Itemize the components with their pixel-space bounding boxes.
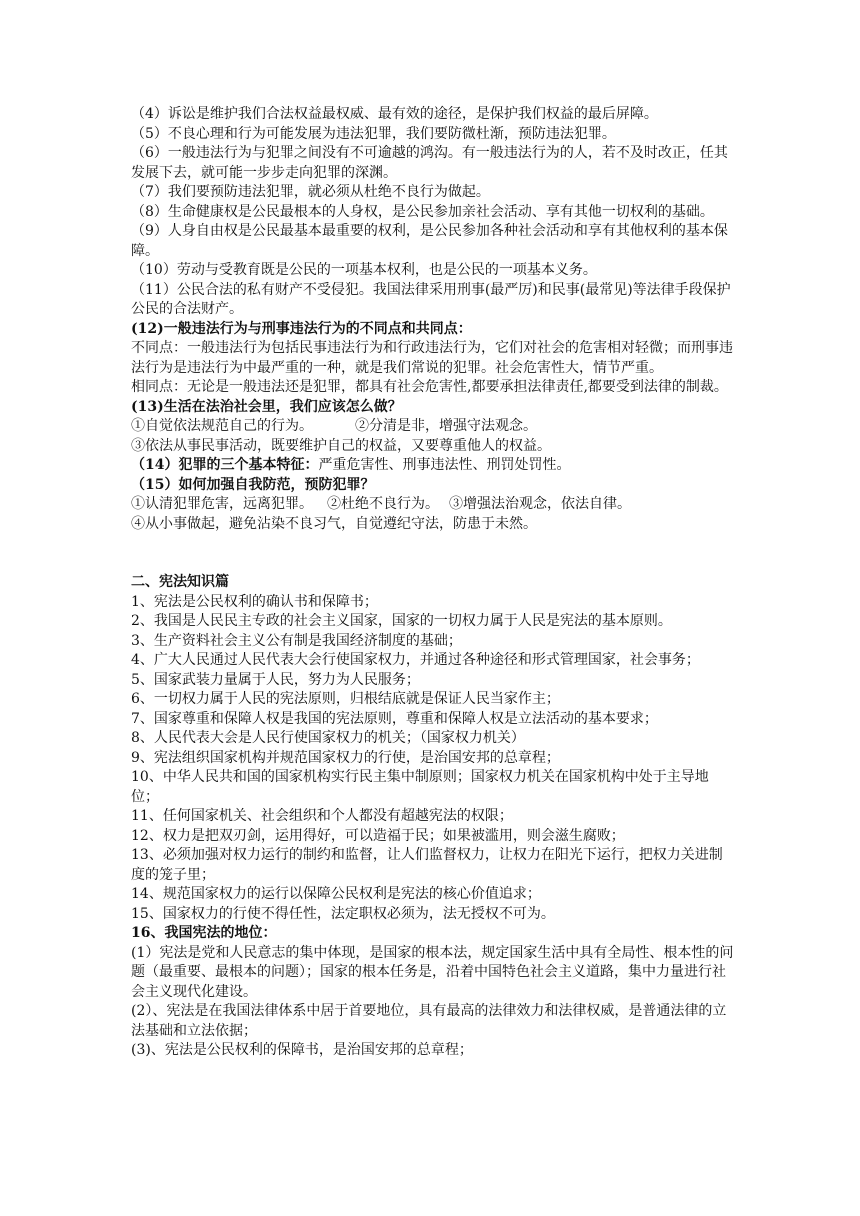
- item-4: （4）诉讼是维护我们合法权益最权威、最有效的途径，是保护我们权益的最后屏障。: [131, 106, 658, 122]
- const-item-15: 15、国家权力的行使不得任性，法定职权必须为，法无授权不可为。: [131, 905, 555, 922]
- const-item-16-point-3: (3)、宪法是公民权利的保障书，是治国安邦的总章程；: [131, 1042, 473, 1058]
- document-body: [131, 105, 734, 1061]
- const-item-3: 3、生产资料社会主义公有制是我国经济制度的基础；: [131, 632, 462, 649]
- section-heading: 二、宪法知识篇: [131, 574, 229, 590]
- item-12-title: (12)一般违法行为与刑事违法行为的不同点和共同点：: [131, 320, 472, 337]
- item-6: （6）一般违法行为与犯罪之间没有不可逾越的鸿沟。有一般违法行为的人，若不及时改正，任其发展下去，就可能一步步走向犯罪的深渊。: [131, 145, 728, 181]
- item-9: （9）人身自由权是公民最基本最重要的权利，是公民参加各种社会活动和享有其他权利的基本保障。: [131, 223, 728, 259]
- item-15-answer-2: ②杜绝不良行为。: [327, 496, 439, 512]
- item-10: （10）劳动与受教育既是公民的一项基本权利，也是公民的一项基本义务。: [131, 262, 597, 278]
- item-11: （11）公民合法的私有财产不受侵犯。我国法律采用刑事(最严厉)和民事(最常见)等法律手段保护公民的合法财产。: [131, 281, 731, 317]
- item-13-answer-3: ③依法从事民事活动，既要维护自己的权益，又要尊重他人的权益。: [131, 437, 551, 454]
- const-item-16-title: 16、我国宪法的地位：: [131, 925, 277, 941]
- const-item-9: 9、宪法组织国家机构并规范国家权力的行使，是治国安邦的总章程；: [131, 749, 560, 766]
- item-14-title: （14）犯罪的三个基本特征：: [131, 457, 319, 473]
- const-item-1: 1、宪法是公民权利的确认书和保障书；: [131, 593, 378, 610]
- const-item-6: 6、一切权力属于人民的宪法原则，归根结底就是保证人民当家作主；: [131, 691, 560, 707]
- item-7: （7）我们要预防违法犯罪，就必须从杜绝不良行为做起。: [131, 184, 490, 200]
- item-15-answer-1: ①认清犯罪危害，远离犯罪。: [131, 496, 313, 512]
- item-15-answer-4: ④从小事做起，避免沾染不良习气，自觉遵纪守法，防患于未然。: [131, 515, 537, 532]
- const-item-16-point-1: (1）宪法是党和人民意志的集中体现，是国家的根本法，规定国家生活中具有全局性、根本性的问题（最重要、最根本的问题）；国家的根本任务是，沿着中国特色社会主义道路，集中力量进行社会主义现代化建设。: [131, 944, 734, 1000]
- item-15-title: （15）如何加强自我防范，预防犯罪？: [131, 476, 375, 493]
- item-13-title: (13)生活在法治社会里，我们应该怎么做？: [131, 398, 402, 415]
- item-14: [131, 456, 734, 476]
- const-item-7: 7、国家尊重和保障人权是我国的宪法原则，尊重和保障人权是立法活动的基本要求；: [131, 710, 658, 727]
- item-5: （5）不良心理和行为可能发展为违法犯罪，我们要防微杜渐，预防违法犯罪。: [131, 125, 616, 142]
- item-8: （8）生命健康权是公民最根本的人身权，是公民参加亲社会活动、享有其他一切权利的基础。: [131, 203, 714, 220]
- const-item-8: 8、人民代表大会是人民行使国家权力的机关；（国家权力机关）: [131, 730, 525, 746]
- item-15-answer-3: ③增强法治观念，依法自律。: [449, 496, 631, 512]
- item-13-answer-2: ②分清是非，增强守法观念。: [355, 418, 537, 434]
- item-14-body: 严重危害性、刑事违法性、刑罚处罚性。: [318, 457, 571, 473]
- const-item-13: 13、必须加强对权力运行的制约和监督，让人们监督权力，让权力在阳光下运行，把权力关进制度的笼子里；: [131, 847, 723, 883]
- const-item-11: 11、任何国家机关、社会组织和个人都没有超越宪法的权限；: [131, 808, 513, 824]
- item-13-answer-1: ①自觉依法规范自己的行为。: [131, 418, 313, 434]
- const-item-12: 12、权力是把双刃剑，运用得好，可以造福于民；如果被滥用，则会滋生腐败；: [131, 827, 625, 844]
- section-gap: [131, 534, 734, 573]
- const-item-16-point-2: (2）、宪法是在我国法律体系中居于首要地位，具有最高的法律效力和法律权威，是普通法律的立法基础和立法依据；: [131, 1003, 727, 1039]
- const-item-2: 2、我国是人民民主专政的社会主义国家，国家的一切权力属于人民是宪法的基本原则。: [131, 613, 672, 629]
- const-item-4: 4、广大人民通过人民代表大会行使国家权力，并通过各种途径和形式管理国家，社会事务；: [131, 652, 700, 668]
- item-12-difference: 不同点：一般违法行为包括民事违法行为和行政违法行为，它们对社会的危害相对轻微；而刑事违法行为是违法行为中最严重的一种，就是我们常说的犯罪。社会危害性大，情节严重。: [131, 340, 733, 376]
- item-15-answers-row: [131, 495, 734, 515]
- const-item-5: 5、国家武装力量属于人民，努力为人民服务；: [131, 671, 420, 688]
- item-13-answers-row: [131, 417, 734, 437]
- item-12-similarity: 相同点：无论是一般违法还是犯罪，都具有社会危害性,都要承担法律责任,都要受到法律的制裁。: [131, 379, 728, 395]
- const-item-14: 14、规范国家权力的运行以保障公民权利是宪法的核心价值追求；: [131, 886, 541, 902]
- const-item-10: 10、中华人民共和国的国家机构实行民主集中制原则；国家权力机关在国家机构中处于主导地位；: [131, 769, 709, 805]
